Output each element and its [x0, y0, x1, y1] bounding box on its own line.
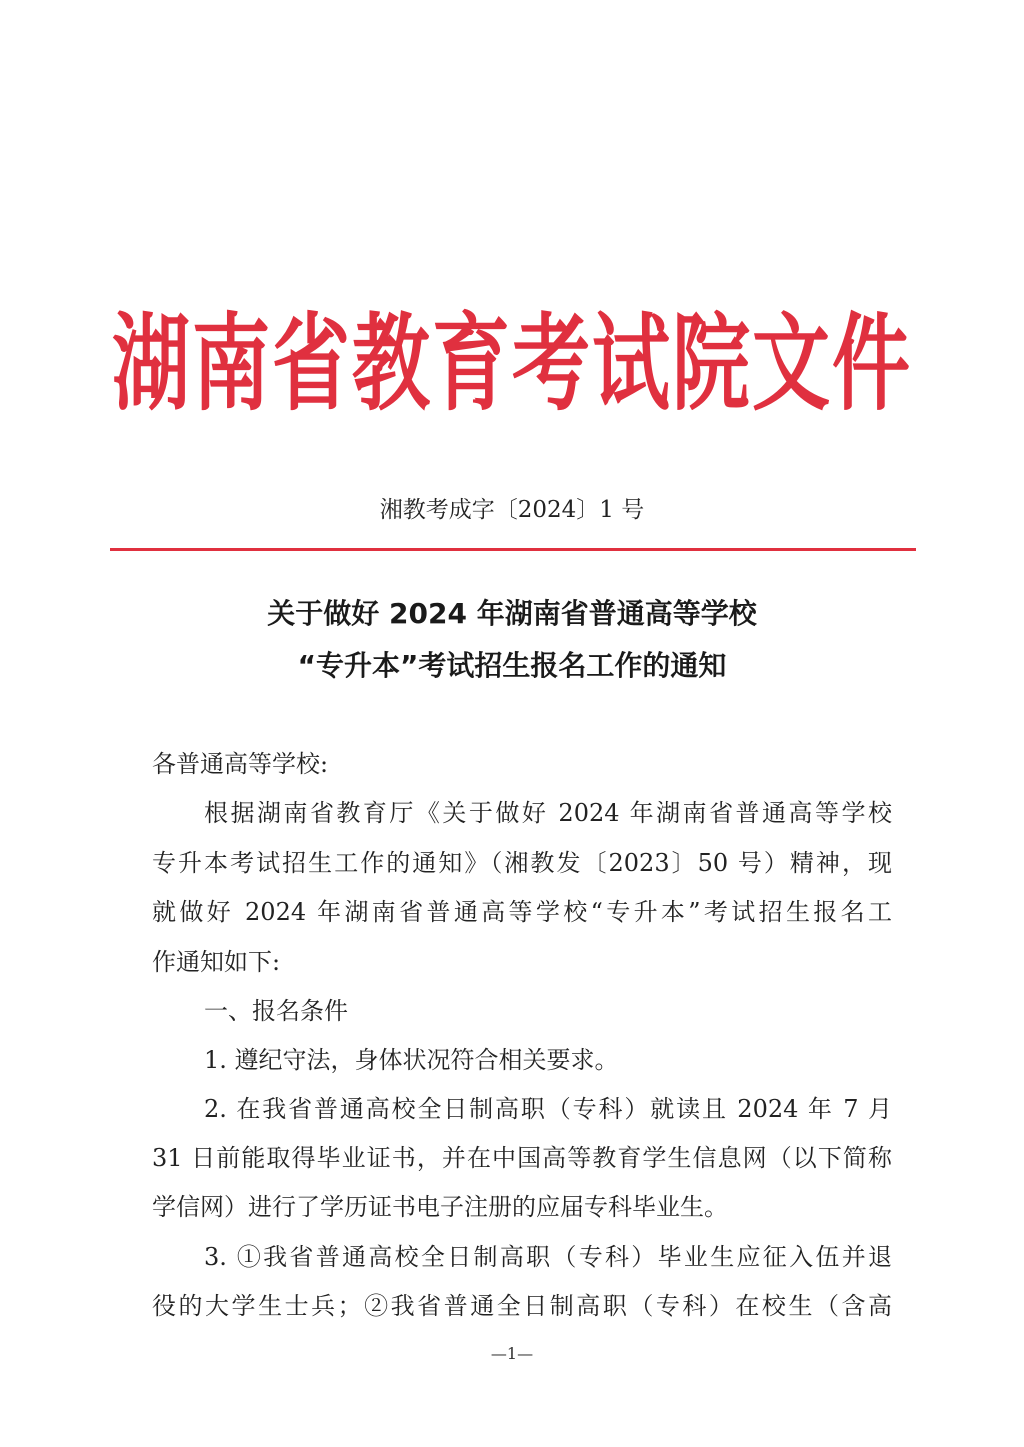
body-paragraph-line: 根据湖南省教育厅《关于做好 2024 年湖南省普通高等学校 [204, 799, 892, 827]
body-paragraph-line: 专升本考试招生工作的通知》（湘教发〔2023〕50 号）精神，现 [152, 849, 892, 877]
salutation: 各普通高等学校: [152, 750, 329, 778]
document-masthead: 湖南省教育考试院文件 [111, 304, 912, 426]
page-number: —1— [490, 1344, 534, 1363]
list-item: 2. 在我省普通高校全日制高职（专科）就读且 2024 年 7 月 [204, 1095, 892, 1123]
list-item: 1. 遵纪守法，身体状况符合相关要求。 [204, 1046, 619, 1074]
notice-title-line-2: “专升本”考试招生报名工作的通知 [297, 649, 727, 682]
list-item: 3. ①我省普通高校全日制高职（专科）毕业生应征入伍并退 [204, 1243, 892, 1271]
section-heading: 一、报名条件 [204, 997, 348, 1025]
body-paragraph-line: 作通知如下: [152, 948, 281, 976]
body-paragraph-line: 就做好 2024 年湖南省普通高等学校“专升本”考试招生报名工 [152, 898, 892, 926]
list-item-continuation: 役的大学生士兵；②我省普通全日制高职（专科）在校生（含高 [152, 1292, 892, 1320]
list-item-continuation: 学信网）进行了学历证书电子注册的应届专科毕业生。 [152, 1193, 728, 1221]
notice-title-line-1: 关于做好 2024 年湖南省普通高等学校 [267, 597, 757, 630]
list-item-continuation: 31 日前能取得毕业证书，并在中国高等教育学生信息网（以下简称 [152, 1144, 892, 1172]
document-number: 湘教考成字〔2024〕1 号 [379, 497, 645, 523]
red-divider-line [110, 548, 916, 551]
